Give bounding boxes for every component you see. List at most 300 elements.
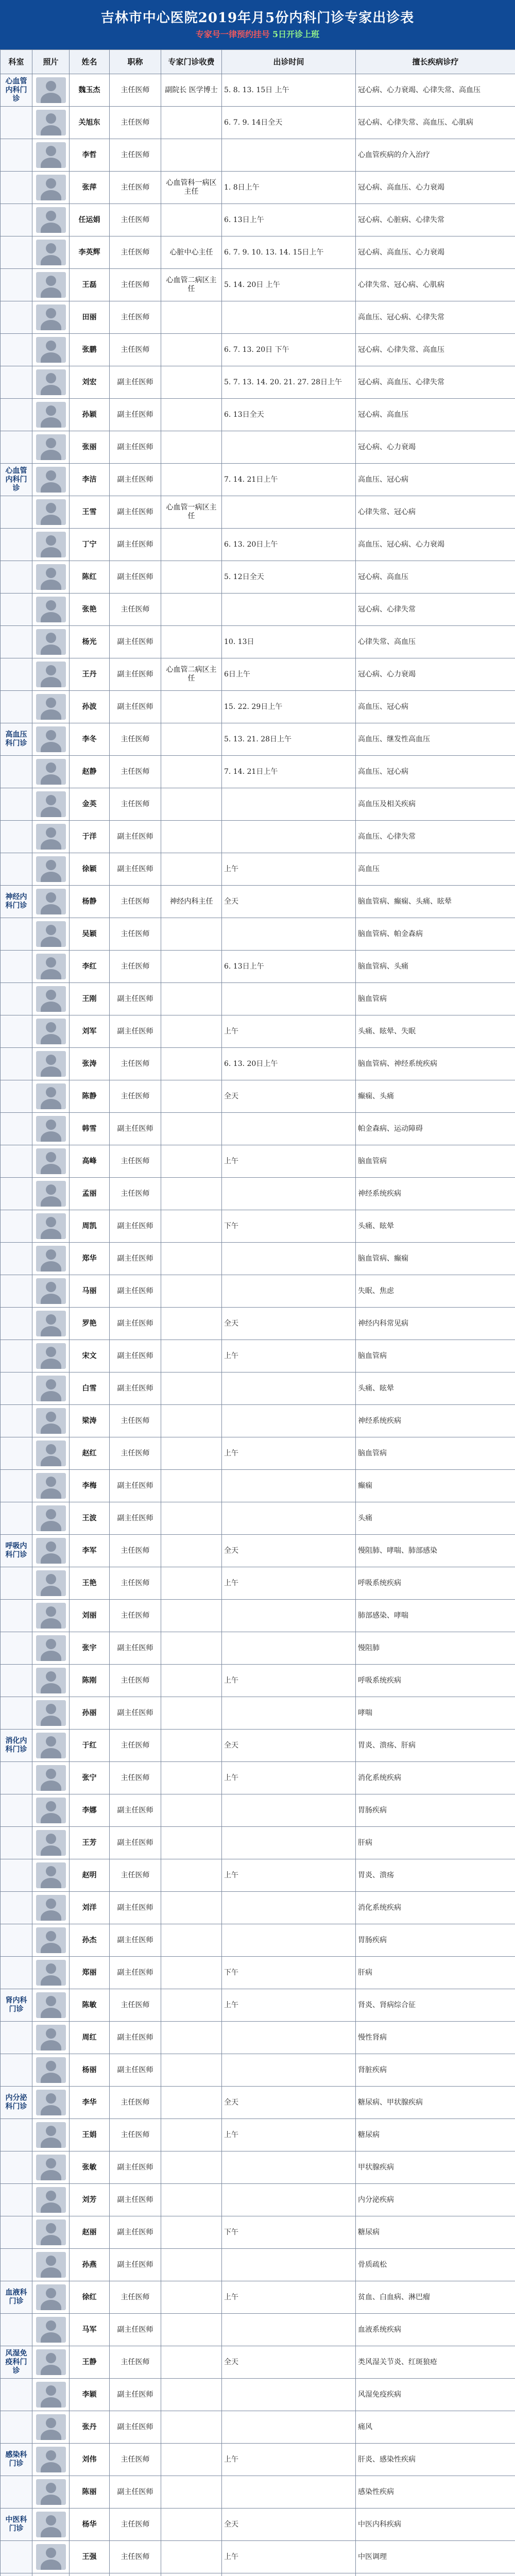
doctor-name: 王波 xyxy=(70,1502,110,1535)
avatar-icon xyxy=(36,791,66,817)
dept-cell xyxy=(1,1210,32,1243)
doctor-photo xyxy=(32,788,70,821)
doctor-name: 张丽 xyxy=(70,431,110,464)
fee-cell xyxy=(161,464,222,496)
fee-cell xyxy=(161,1080,222,1113)
doctor-name: 马军 xyxy=(70,2314,110,2346)
specialty-cell: 呼吸系统疾病 xyxy=(356,1665,515,1697)
dept-cell: 内分泌科门诊 xyxy=(1,2087,32,2119)
avatar-icon xyxy=(36,1960,66,1986)
doctor-name: 于洋 xyxy=(70,821,110,853)
dept-cell xyxy=(1,2054,32,2087)
specialty-cell: 类风湿关节炎、红斑狼疮 xyxy=(356,2346,515,2379)
avatar-icon xyxy=(36,726,66,752)
doctor-photo xyxy=(32,139,70,172)
doctor-name: 马丽 xyxy=(70,1275,110,1308)
avatar-icon xyxy=(36,954,66,979)
table-row xyxy=(1,756,515,788)
avatar-icon xyxy=(36,1213,66,1239)
specialty-cell: 冠心病、高血压、心力衰竭 xyxy=(356,236,515,269)
avatar-icon xyxy=(36,597,66,622)
clinic-time: 上午 xyxy=(222,1145,356,1178)
table-row xyxy=(1,1762,515,1794)
specialty-cell: 心血管疾病的介入治疗 xyxy=(356,139,515,172)
doctor-name: 李英辉 xyxy=(70,236,110,269)
dept-cell xyxy=(1,2022,32,2054)
table-row xyxy=(1,1957,515,1989)
avatar-icon xyxy=(36,1668,66,1693)
specialty-cell: 胃炎、溃疡、肝病 xyxy=(356,1730,515,1762)
doctor-photo xyxy=(32,1957,70,1989)
avatar-icon xyxy=(36,2317,66,2343)
doctor-name: 赵丽 xyxy=(70,2216,110,2249)
doctor-photo xyxy=(32,1405,70,1437)
specialty-cell: 冠心病、心律失常、高血压 xyxy=(356,334,515,366)
doctor-title: 主任医师 xyxy=(110,139,161,172)
table-row xyxy=(1,2054,515,2087)
table-row xyxy=(1,1340,515,1372)
avatar-icon xyxy=(36,207,66,233)
avatar-icon xyxy=(36,2025,66,2050)
avatar-icon xyxy=(36,2057,66,2083)
table-row xyxy=(1,886,515,918)
doctor-title: 主任医师 xyxy=(110,1762,161,1794)
clinic-time: 全天 xyxy=(222,2509,356,2541)
doctor-title: 主任医师 xyxy=(110,788,161,821)
table-row xyxy=(1,1372,515,1405)
doctor-title: 副主任医师 xyxy=(110,529,161,561)
table-row xyxy=(1,2379,515,2411)
dept-cell xyxy=(1,139,32,172)
doctor-photo xyxy=(32,301,70,334)
clinic-time: 上午 xyxy=(222,1340,356,1372)
doctor-title: 主任医师 xyxy=(110,2119,161,2151)
doctor-name: 杨丽 xyxy=(70,2054,110,2087)
doctor-title: 副主任医师 xyxy=(110,2379,161,2411)
fee-cell xyxy=(161,1210,222,1243)
doctor-title: 副主任医师 xyxy=(110,1957,161,1989)
doctor-photo xyxy=(32,951,70,983)
clinic-time: 下午 xyxy=(222,1957,356,1989)
header-cell: 照片 xyxy=(32,50,70,74)
dept-cell xyxy=(1,951,32,983)
doctor-title: 主任医师 xyxy=(110,1567,161,1600)
doctor-name: 张宁 xyxy=(70,1762,110,1794)
avatar-icon xyxy=(36,1927,66,1953)
clinic-time: 上午 xyxy=(222,1859,356,1892)
dept-cell xyxy=(1,2249,32,2281)
table-row xyxy=(1,236,515,269)
clinic-time xyxy=(222,1794,356,1827)
doctor-photo xyxy=(32,2087,70,2119)
doctor-name: 杨光 xyxy=(70,626,110,658)
doctor-photo xyxy=(32,561,70,594)
specialty-cell: 脑血管病 xyxy=(356,1145,515,1178)
table-row xyxy=(1,1924,515,1957)
doctor-title: 主任医师 xyxy=(110,2509,161,2541)
dept-cell xyxy=(1,1502,32,1535)
table-row xyxy=(1,1730,515,1762)
table-row xyxy=(1,301,515,334)
specialty-cell: 脑血管病 xyxy=(356,983,515,1015)
fee-cell xyxy=(161,1957,222,1989)
fee-cell xyxy=(161,1730,222,1762)
header-cell: 职称 xyxy=(110,50,161,74)
doctor-title: 主任医师 xyxy=(110,2281,161,2314)
specialty-cell: 脑血管病、帕金森病 xyxy=(356,918,515,951)
avatar-icon xyxy=(36,2155,66,2180)
avatar-icon xyxy=(36,1798,66,1823)
dept-cell xyxy=(1,1275,32,1308)
fee-cell xyxy=(161,1827,222,1859)
dept-cell xyxy=(1,2151,32,2184)
fee-cell xyxy=(161,1178,222,1210)
dept-cell xyxy=(1,756,32,788)
avatar-icon xyxy=(36,759,66,785)
doctor-title: 副主任医师 xyxy=(110,1210,161,1243)
avatar-icon xyxy=(36,856,66,882)
clinic-time: 上午 xyxy=(222,2444,356,2476)
doctor-title: 主任医师 xyxy=(110,107,161,139)
doctor-title: 副主任医师 xyxy=(110,1892,161,1924)
fee-cell xyxy=(161,529,222,561)
fee-cell xyxy=(161,1892,222,1924)
dept-cell: 高血压科门诊 xyxy=(1,723,32,756)
doctor-title xyxy=(110,2573,161,2576)
clinic-time xyxy=(222,2151,356,2184)
doctor-title: 主任医师 xyxy=(110,2541,161,2573)
doctor-name: 赵明 xyxy=(70,1859,110,1892)
doctor-name: 李冬 xyxy=(70,723,110,756)
avatar-icon xyxy=(36,1311,66,1336)
table-row xyxy=(1,464,515,496)
clinic-time: 全天 xyxy=(222,1535,356,1567)
table-row xyxy=(1,2509,515,2541)
fee-cell xyxy=(161,1535,222,1567)
fee-cell xyxy=(161,983,222,1015)
doctor-title: 副主任医师 xyxy=(110,691,161,723)
doctor-photo xyxy=(32,1535,70,1567)
table-row xyxy=(1,594,515,626)
doctor-name: 陈静 xyxy=(70,1080,110,1113)
doctor-title: 副主任医师 xyxy=(110,626,161,658)
dept-cell xyxy=(1,2411,32,2444)
fee-cell: 心血管二病区主任 xyxy=(161,658,222,691)
clinic-time: 上午 xyxy=(222,2541,356,2573)
doctor-name: 杨静 xyxy=(70,886,110,918)
fee-cell xyxy=(161,2411,222,2444)
avatar-icon xyxy=(36,2219,66,2245)
specialty-cell: 神经系统疾病 xyxy=(356,1178,515,1210)
table-row xyxy=(1,1892,515,1924)
fee-cell xyxy=(161,2249,222,2281)
specialty-cell: 脑血管病 xyxy=(356,1437,515,1470)
specialty-cell: 高血压及相关疾病 xyxy=(356,788,515,821)
fee-cell xyxy=(161,2379,222,2411)
doctor-title: 副主任医师 xyxy=(110,658,161,691)
doctor-photo xyxy=(32,2119,70,2151)
table-row xyxy=(1,1632,515,1665)
doctor-photo xyxy=(32,1113,70,1145)
doctor-name: 高峰 xyxy=(70,1145,110,1178)
clinic-time: 5. 7. 13. 14. 20. 21. 27. 28日上午 xyxy=(222,366,356,399)
doctor-title: 主任医师 xyxy=(110,1080,161,1113)
doctor-photo xyxy=(32,2281,70,2314)
clinic-time: 上午 xyxy=(222,1437,356,1470)
avatar-icon xyxy=(36,564,66,590)
table-row xyxy=(1,1015,515,1048)
fee-cell xyxy=(161,2541,222,2573)
table-row xyxy=(1,2541,515,2573)
fee-cell: 神经内科主任 xyxy=(161,886,222,918)
doctor-title: 副主任医师 xyxy=(110,431,161,464)
table-row xyxy=(1,1535,515,1567)
doctor-title: 副主任医师 xyxy=(110,1340,161,1372)
specialty-cell: 内分泌疾病 xyxy=(356,2184,515,2216)
dept-cell xyxy=(1,2314,32,2346)
table-row xyxy=(1,204,515,236)
doctor-photo xyxy=(32,2022,70,2054)
specialty-cell: 慢阻肺 xyxy=(356,1632,515,1665)
avatar-icon xyxy=(36,986,66,1012)
clinic-time xyxy=(222,2476,356,2509)
doctor-name: 孙波 xyxy=(70,691,110,723)
doctor-name: 李洁 xyxy=(70,464,110,496)
specialty-cell: 冠心病、心律失常、高血压、心肌病 xyxy=(356,107,515,139)
avatar-icon xyxy=(36,142,66,168)
fee-cell xyxy=(161,853,222,886)
dept-cell xyxy=(1,1567,32,1600)
fee-cell xyxy=(161,1762,222,1794)
doctor-title: 主任医师 xyxy=(110,2346,161,2379)
specialty-cell: 头痛 xyxy=(356,1502,515,1535)
avatar-icon xyxy=(36,1440,66,1466)
specialty-cell: 风湿免疫疾病 xyxy=(356,2379,515,2411)
doctor-name xyxy=(70,2573,110,2576)
specialty-cell: 肝病 xyxy=(356,1957,515,1989)
doctor-photo xyxy=(32,2444,70,2476)
doctor-name: 丁宁 xyxy=(70,529,110,561)
doctor-photo xyxy=(32,886,70,918)
clinic-time: 上午 xyxy=(222,1567,356,1600)
doctor-title: 副主任医师 xyxy=(110,1632,161,1665)
table-row xyxy=(1,431,515,464)
dept-cell xyxy=(1,1470,32,1502)
clinic-time: 6. 7. 13. 20日 下午 xyxy=(222,334,356,366)
doctor-name: 张涛 xyxy=(70,1048,110,1080)
dept-cell xyxy=(1,529,32,561)
doctor-title: 主任医师 xyxy=(110,2444,161,2476)
doctor-name: 孙杰 xyxy=(70,1924,110,1957)
doctor-photo xyxy=(32,1340,70,1372)
clinic-time: 上午 xyxy=(222,2281,356,2314)
specialty-cell: 冠心病、心脏病、心律失常 xyxy=(356,204,515,236)
avatar-icon xyxy=(36,272,66,298)
clinic-time xyxy=(222,1892,356,1924)
table-row xyxy=(1,691,515,723)
specialty-cell: 脑血管病、神经系统疾病 xyxy=(356,1048,515,1080)
doctor-name: 刘宏 xyxy=(70,366,110,399)
dept-cell xyxy=(1,1632,32,1665)
doctor-name: 王丹 xyxy=(70,658,110,691)
specialty-cell: 头痛、眩晕 xyxy=(356,1372,515,1405)
doctor-name: 孙燕 xyxy=(70,2249,110,2281)
table-row xyxy=(1,1243,515,1275)
clinic-time xyxy=(222,2314,356,2346)
clinic-time xyxy=(222,918,356,951)
dept-cell xyxy=(1,269,32,301)
fee-cell xyxy=(161,594,222,626)
fee-cell xyxy=(161,1632,222,1665)
table-row xyxy=(1,1600,515,1632)
fee-cell xyxy=(161,2087,222,2119)
doctor-photo xyxy=(32,594,70,626)
fee-cell xyxy=(161,2281,222,2314)
specialty-cell: 肾炎、肾病综合征 xyxy=(356,1989,515,2022)
table-row xyxy=(1,918,515,951)
doctor-title: 主任医师 xyxy=(110,723,161,756)
specialty-cell: 脑血管病、头痛 xyxy=(356,951,515,983)
doctor-title: 主任医师 xyxy=(110,594,161,626)
doctor-name: 周红 xyxy=(70,2022,110,2054)
clinic-time xyxy=(222,1275,356,1308)
specialty-cell: 胃肠疾病 xyxy=(356,1924,515,1957)
doctor-photo xyxy=(32,1178,70,1210)
dept-cell: 感染科门诊 xyxy=(1,2444,32,2476)
fee-cell xyxy=(161,1275,222,1308)
fee-cell xyxy=(161,2184,222,2216)
subtitle xyxy=(0,28,515,40)
dept-cell: 神经内科门诊 xyxy=(1,886,32,918)
avatar-icon xyxy=(36,1830,66,1856)
dept-cell xyxy=(1,2573,32,2576)
avatar-icon xyxy=(36,499,66,525)
dept-cell xyxy=(1,172,32,204)
dept-cell xyxy=(1,1145,32,1178)
specialty-cell: 高血压、继发性高血压 xyxy=(356,723,515,756)
doctor-name: 张艳 xyxy=(70,594,110,626)
table-row xyxy=(1,2119,515,2151)
table-row xyxy=(1,2249,515,2281)
avatar-icon xyxy=(36,2512,66,2537)
clinic-time xyxy=(222,821,356,853)
avatar-icon xyxy=(36,1505,66,1531)
specialty-cell: 头痛、眩晕 xyxy=(356,1210,515,1243)
table-row xyxy=(1,2314,515,2346)
doctor-photo xyxy=(32,1502,70,1535)
clinic-time: 6. 13日上午 xyxy=(222,951,356,983)
doctor-name: 刘伟 xyxy=(70,2444,110,2476)
clinic-time: 15. 22. 29日上午 xyxy=(222,691,356,723)
clinic-time xyxy=(222,431,356,464)
specialty-cell: 呼吸系统疾病 xyxy=(356,1567,515,1600)
specialty-cell: 冠心病、心力衰竭 xyxy=(356,431,515,464)
doctor-title: 主任医师 xyxy=(110,1989,161,2022)
doctor-title: 副主任医师 xyxy=(110,2184,161,2216)
avatar-icon xyxy=(36,1116,66,1142)
doctor-photo xyxy=(32,723,70,756)
avatar-icon xyxy=(36,2414,66,2440)
specialty-cell: 高血压、冠心病 xyxy=(356,464,515,496)
doctor-photo xyxy=(32,821,70,853)
doctor-name: 李娜 xyxy=(70,1794,110,1827)
doctor-name: 陈丽 xyxy=(70,2476,110,2509)
clinic-time: 上午 xyxy=(222,1989,356,2022)
doctor-name: 田丽 xyxy=(70,301,110,334)
clinic-time xyxy=(222,1405,356,1437)
fee-cell xyxy=(161,2054,222,2087)
doctor-title: 主任医师 xyxy=(110,2087,161,2119)
fee-cell xyxy=(161,821,222,853)
table-row xyxy=(1,1178,515,1210)
doctor-name: 李红 xyxy=(70,951,110,983)
doctor-photo xyxy=(32,1308,70,1340)
doctor-title: 副主任医师 xyxy=(110,366,161,399)
fee-cell xyxy=(161,1665,222,1697)
doctor-title: 副主任医师 xyxy=(110,1308,161,1340)
doctor-name: 罗艳 xyxy=(70,1308,110,1340)
table-row xyxy=(1,951,515,983)
dept-cell xyxy=(1,1243,32,1275)
avatar-icon xyxy=(36,1083,66,1109)
doctor-photo xyxy=(32,1437,70,1470)
doctor-name: 刘洋 xyxy=(70,1892,110,1924)
fee-cell xyxy=(161,1794,222,1827)
table-row xyxy=(1,2476,515,2509)
doctor-name: 张萍 xyxy=(70,172,110,204)
header-cell: 姓名 xyxy=(70,50,110,74)
fee-cell xyxy=(161,1502,222,1535)
specialty-cell: 心律失常、高血压 xyxy=(356,626,515,658)
table-row xyxy=(1,561,515,594)
avatar-icon xyxy=(36,1278,66,1304)
avatar-icon xyxy=(36,921,66,947)
table-row xyxy=(1,1665,515,1697)
clinic-time: 10. 13日 xyxy=(222,626,356,658)
doctor-photo xyxy=(32,334,70,366)
avatar-icon xyxy=(36,1148,66,1174)
fee-cell xyxy=(161,1600,222,1632)
dept-cell: 肾内科门诊 xyxy=(1,1989,32,2022)
table-row xyxy=(1,1437,515,1470)
fee-cell xyxy=(161,561,222,594)
dept-cell xyxy=(1,1924,32,1957)
clinic-time: 6. 7. 9. 10. 13. 14. 15日上午 xyxy=(222,236,356,269)
avatar-icon xyxy=(36,1408,66,1434)
doctor-title: 副主任医师 xyxy=(110,983,161,1015)
dept-cell xyxy=(1,691,32,723)
fee-cell xyxy=(161,1308,222,1340)
clinic-time xyxy=(222,139,356,172)
dept-cell xyxy=(1,1178,32,1210)
table-row xyxy=(1,334,515,366)
doctor-title: 主任医师 xyxy=(110,1145,161,1178)
dept-cell xyxy=(1,788,32,821)
dept-cell xyxy=(1,236,32,269)
specialty-cell xyxy=(356,2573,515,2576)
avatar-icon xyxy=(36,240,66,265)
avatar-icon xyxy=(36,110,66,135)
table-row xyxy=(1,1048,515,1080)
specialty-cell: 冠心病、心力衰竭、心律失常、高血压 xyxy=(356,74,515,107)
doctor-name: 周凯 xyxy=(70,1210,110,1243)
fee-cell xyxy=(161,1048,222,1080)
avatar-icon xyxy=(36,175,66,200)
table-row xyxy=(1,366,515,399)
doctor-name: 王磊 xyxy=(70,269,110,301)
doctor-photo xyxy=(32,2184,70,2216)
doctor-title: 副主任医师 xyxy=(110,2054,161,2087)
